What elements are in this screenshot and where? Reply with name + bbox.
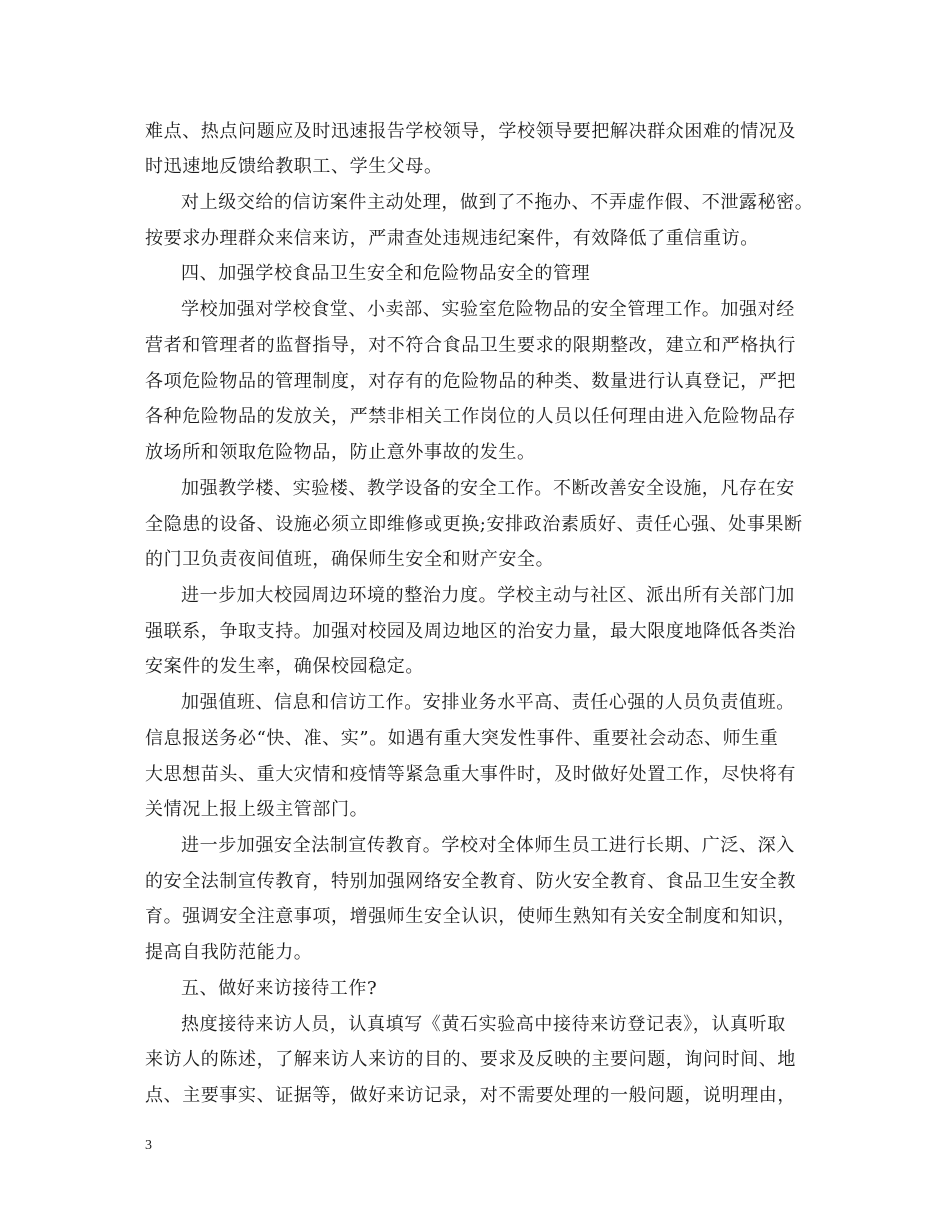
text-line: 的安全法制宣传教育，特别加强网络安全教育、防火安全教育、食品卫生安全教 bbox=[145, 871, 796, 892]
text-line: 来访人的陈述，了解来访人来访的目的、要求及反映的主要问题，询问时间、地 bbox=[145, 1049, 796, 1070]
section-heading: 五、做好来访接待工作? bbox=[181, 978, 378, 999]
text-line: 加强值班、信息和信访工作。安排业务水平高、责任心强的人员负责值班。 bbox=[181, 692, 795, 713]
text-line: 对上级交给的信访案件主动处理，做到了不拖办、不弄虚作假、不泄露秘密。 bbox=[181, 192, 814, 213]
text-line: 按要求办理群众来信来访，严肃查处违规违纪案件，有效降低了重信重访。 bbox=[145, 228, 759, 249]
text-line: 热度接待来访人员，认真填写《黄石实验高中接待来访登记表》，认真听取 bbox=[181, 1014, 786, 1035]
text-line: 营者和管理者的监督指导，对不符合食品卫生要求的限期整改，建立和严格执行 bbox=[145, 335, 796, 356]
text-line: 提高自我防范能力。 bbox=[145, 942, 313, 963]
text-line: 各项危险物品的管理制度，对存有的危险物品的种类、数量进行认真登记，严把 bbox=[145, 371, 796, 392]
text-line: 的门卫负责夜间值班，确保师生安全和财产安全。 bbox=[145, 549, 555, 570]
text-line: 放场所和领取危险物品，防止意外事故的发生。 bbox=[145, 442, 536, 463]
text-line: 加强教学楼、实验楼、教学设备的安全工作。不断改善安全设施，凡存在安 bbox=[181, 478, 795, 499]
text-line: 进一步加强安全法制宣传教育。学校对全体师生员工进行长期、广泛、深入 bbox=[181, 835, 795, 856]
text-line: 各种危险物品的发放关，严禁非相关工作岗位的人员以任何理由进入危险物品存 bbox=[145, 406, 796, 427]
text-line: 信息报送务必“快、准、实”。如遇有重大突发性事件、重要社会动态、师生重 bbox=[145, 728, 779, 749]
text-line: 育。强调安全注意事项，增强师生安全认识，使师生熟知有关安全制度和知识， bbox=[145, 906, 796, 927]
text-line: 强联系，争取支持。加强对校园及周边地区的治安力量，最大限度地降低各类治 bbox=[145, 621, 796, 642]
page-number: 3 bbox=[145, 1138, 152, 1153]
text-line: 进一步加大校园周边环境的整治力度。学校主动与社区、派出所有关部门加 bbox=[181, 585, 795, 606]
text-line: 学校加强对学校食堂、小卖部、实验室危险物品的安全管理工作。加强对经 bbox=[181, 299, 795, 320]
text-line: 安案件的发生率，确保校园稳定。 bbox=[145, 656, 424, 677]
text-line: 点、主要事实、证据等，做好来访记录，对不需要处理的一般问题，说明理由， bbox=[145, 1085, 796, 1106]
text-line: 大思想苗头、重大灾情和疫情等紧急重大事件时，及时做好处置工作，尽快将有 bbox=[145, 764, 796, 785]
text-line: 时迅速地反馈给教职工、学生父母。 bbox=[145, 156, 443, 177]
section-heading: 四、加强学校食品卫生安全和危险物品安全的管理 bbox=[181, 263, 591, 284]
text-line: 全隐患的设备、设施必须立即维修或更换;安排政治素质好、责任心强、处事果断 bbox=[145, 514, 803, 535]
text-line: 关情况上报上级主管部门。 bbox=[145, 799, 369, 820]
text-line: 难点、热点问题应及时迅速报告学校领导，学校领导要把解决群众困难的情况及 bbox=[145, 121, 796, 142]
